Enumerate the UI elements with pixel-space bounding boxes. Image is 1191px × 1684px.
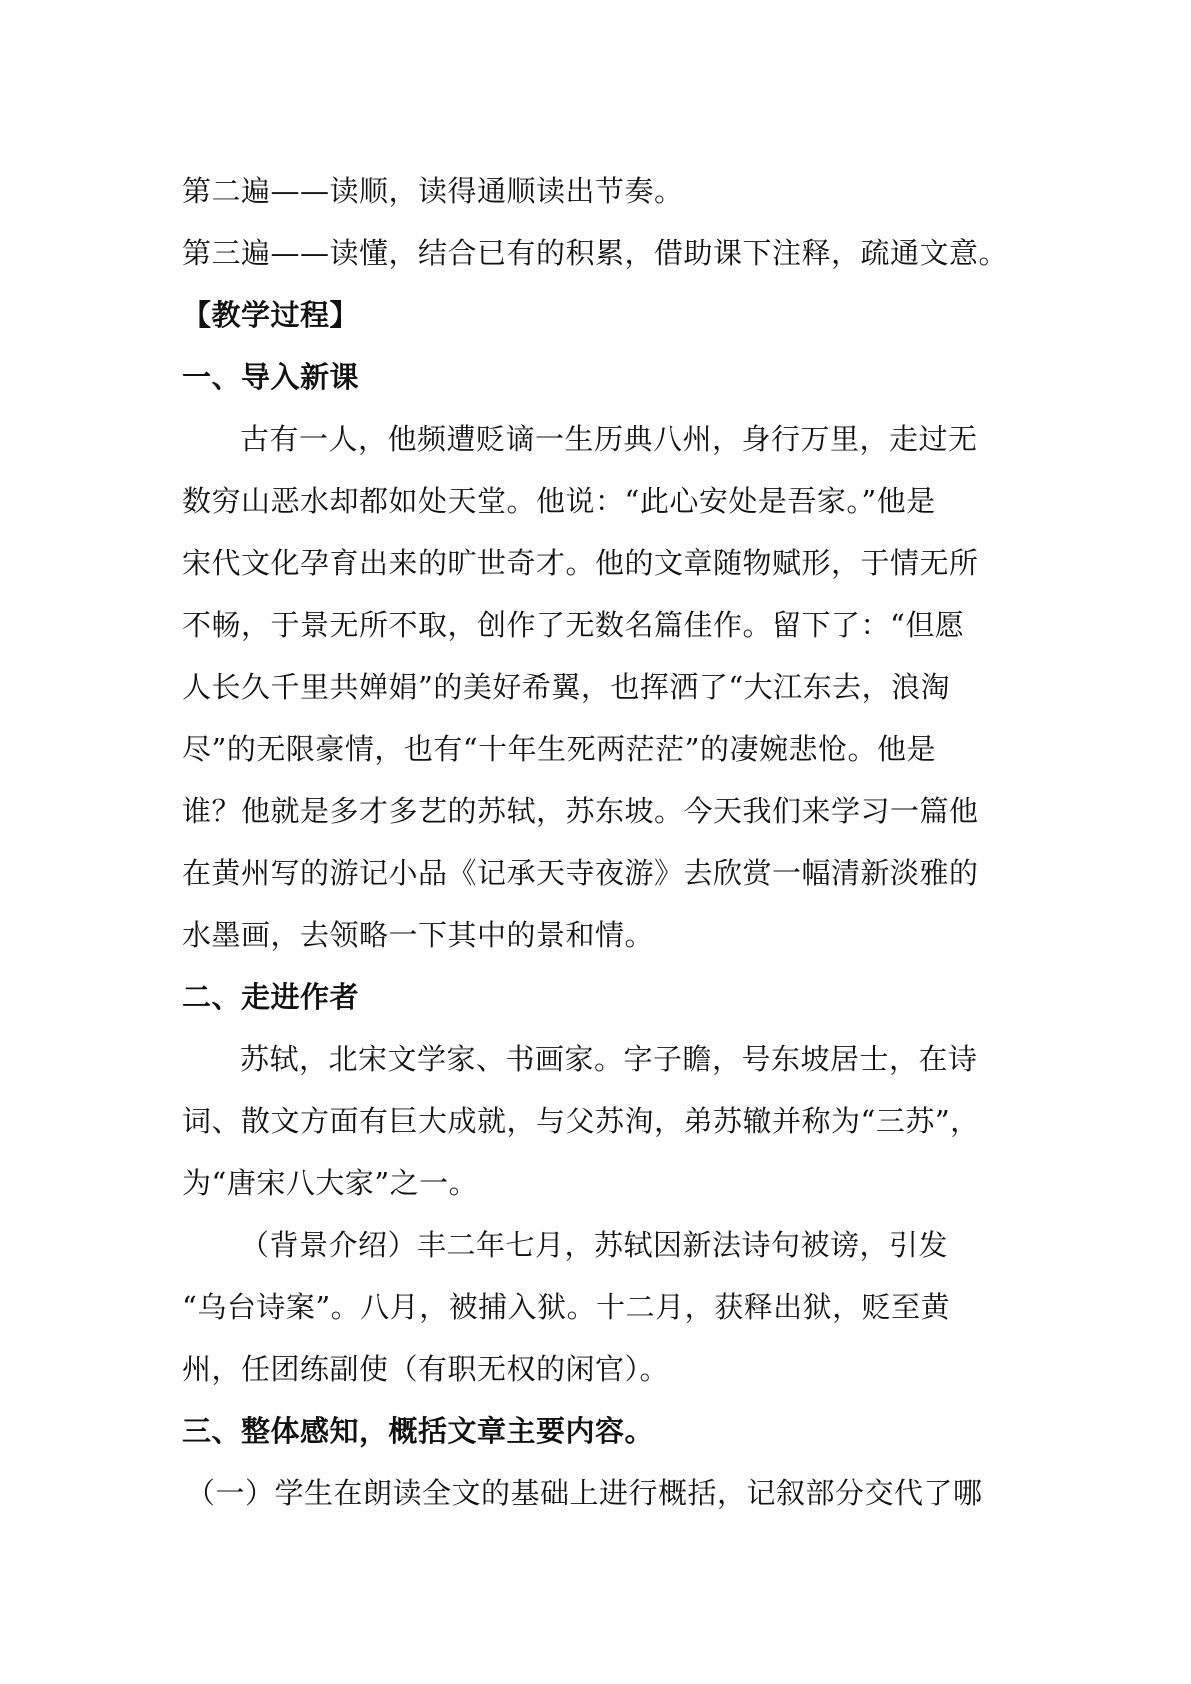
section-heading-about-author: 二、走进作者	[182, 980, 360, 1014]
paragraph-line: 苏轼，北宋文学家、书画家。字子瞻，号东坡居士，在诗	[240, 1042, 978, 1076]
paragraph-line: 在黄州写的游记小品《记承天寺夜游》去欣赏一幅清新淡雅的	[182, 856, 979, 890]
paragraph-line: 宋代文化孕育出来的旷世奇才。他的文章随物赋形，于情无所	[182, 546, 979, 580]
paragraph-line: 古有一人，他频遭贬谪一生历典八州，身行万里，走过无	[240, 422, 978, 456]
paragraph-line: “乌台诗案”。八月，被捕入狱。十二月，获释出狱，贬至黄	[182, 1290, 951, 1324]
paragraph-line: 水墨画，去领略一下其中的景和情。	[182, 918, 655, 952]
paragraph-line: 州，任团练副使（有职无权的闲官）。	[182, 1352, 670, 1386]
paragraph-line: 人长久千里共婵娟”的美好希翼，也挥洒了“大江东去，浪淘	[182, 670, 951, 704]
section-heading-overall-perception: 三、整体感知，概括文章主要内容。	[182, 1414, 655, 1448]
reading-step-second: 第二遍——读顺，读得通顺读出节奏。	[182, 174, 684, 208]
paragraph-line: 尽”的无限豪情，也有“十年生死两茫茫”的凄婉悲怆。他是	[182, 732, 936, 766]
paragraph-line: 为“唐宋八大家”之一。	[182, 1166, 479, 1200]
paragraph-line: 不畅，于景无所不取，创作了无数名篇佳作。留下了：“但愿	[182, 608, 965, 642]
paragraph-line: （一）学生在朗读全文的基础上进行概括，记叙部分交代了哪	[186, 1476, 983, 1510]
section-heading-teaching-process: 【教学过程】	[182, 298, 360, 332]
reading-step-third: 第三遍——读懂，结合已有的积累，借助课下注释，疏通文意。	[182, 236, 1009, 270]
paragraph-line: （背景介绍）丰二年七月，苏轼因新法诗句被谤，引发	[240, 1228, 949, 1262]
paragraph-line: 数穷山恶水却都如处天堂。他说：“此心安处是吾家。”他是	[182, 484, 936, 518]
paragraph-line: 谁？他就是多才多艺的苏轼，苏东坡。今天我们来学习一篇他	[182, 794, 979, 828]
document-body	[182, 160, 1022, 1524]
section-heading-introduction: 一、导入新课	[182, 360, 360, 394]
paragraph-line: 词、散文方面有巨大成就，与父苏洵，弟苏辙并称为“三苏”，	[182, 1104, 980, 1138]
